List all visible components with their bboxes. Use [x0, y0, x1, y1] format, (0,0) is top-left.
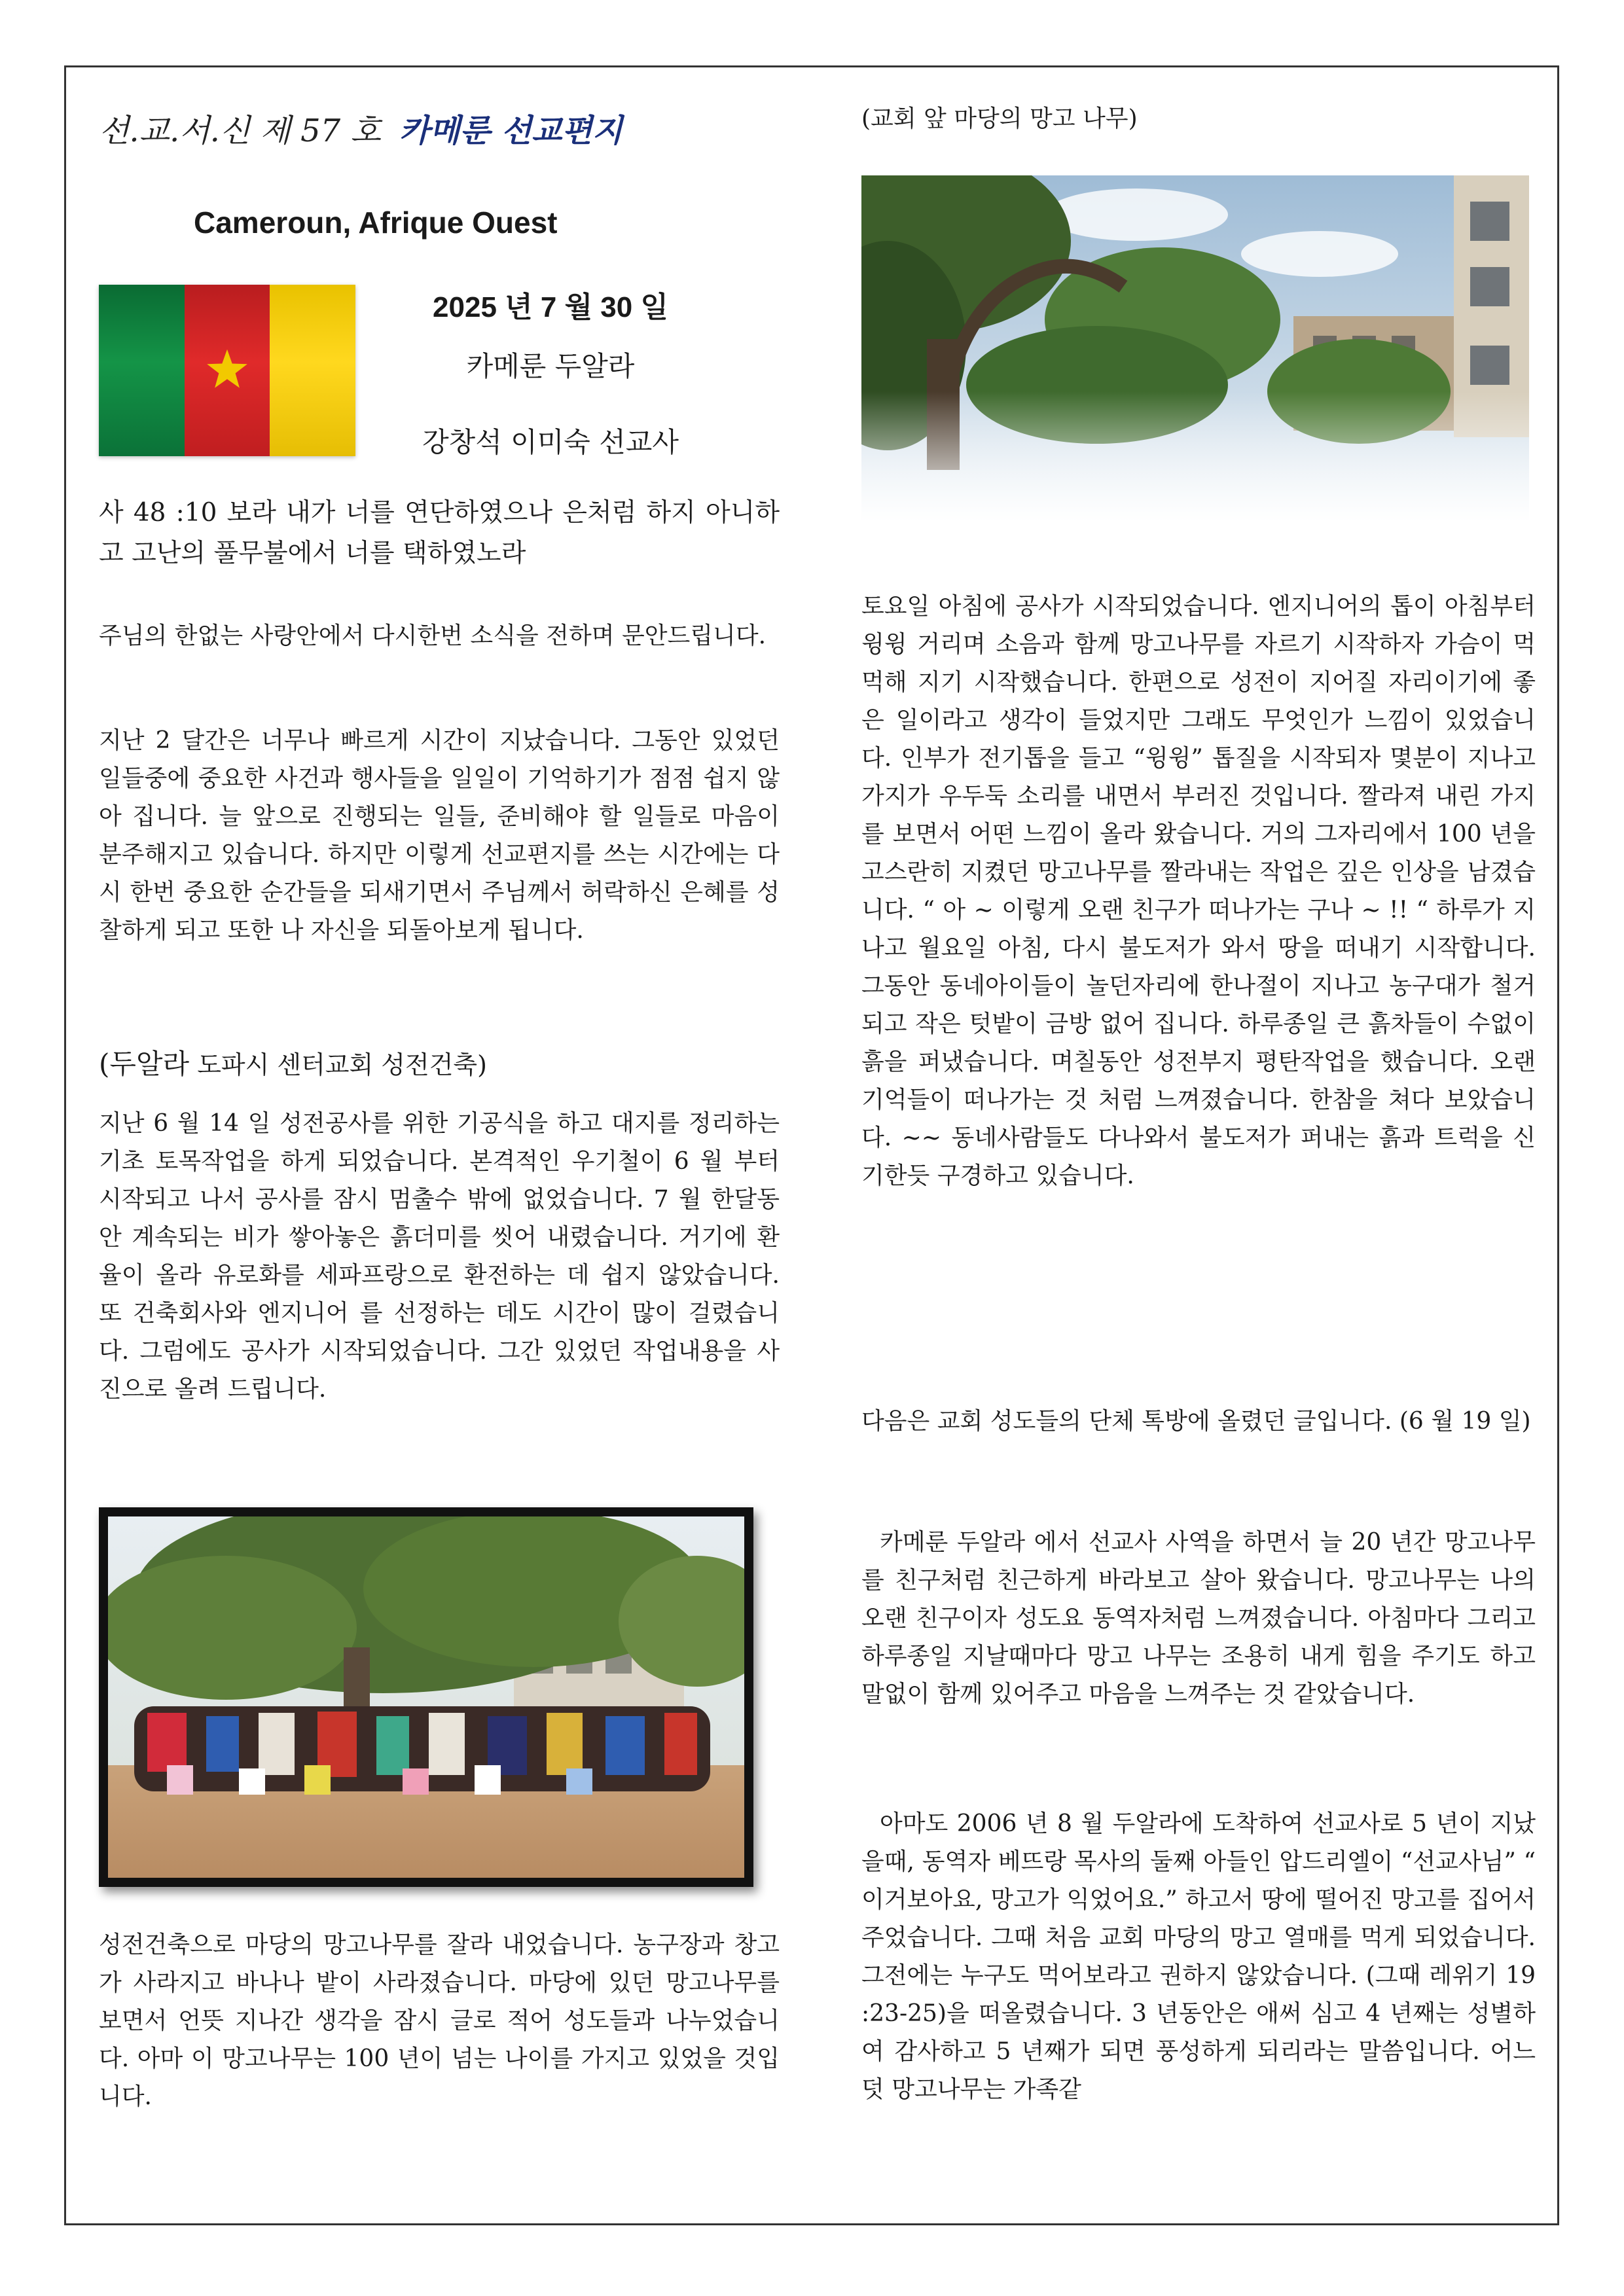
cameroon-flag — [99, 285, 355, 456]
letter-date: 2025 년 7 월 30 일 — [433, 291, 668, 323]
construction-paragraph: 지난 6 월 14 일 성전공사를 위한 기공식을 하고 대지를 정리하는 기초 토목작업을 하게 되었습니다. 본격적인 우기철이 6 월 부터 시작되고 나서 공사를 잠시 멈출수 밖에 없었습니다. 7 월 한달동안 계속되는 비가 쌓아놓은 흙더미를 씻어 내렸습니다. 거기에 환율이 올라 유로화를 세파프랑으로 환전하는 데 쉽지 않았습니다. 또 건축회사와 엔지니어 를 선정하는 데도 시간이 많이 걸렸습니다. 그럼에도 공사가 시작되었습니다. 그간 있었던 작업내용을 사진으로 올려 드립니다. — [99, 1110, 780, 1403]
section-heading: (두알라 도파시 센터교회 성전건축) — [99, 1048, 487, 1080]
issue-series: 선.교.서.신 제 57 호 — [99, 113, 381, 149]
kakao-intro-paragraph: 다음은 교회 성도들의 단체 톡방에 올렸던 글입니다. (6 월 19 일) — [861, 1408, 1531, 1435]
scripture-verse: 사 48 :10 보라 내가 너를 연단하였으나 은처럼 하지 아니하고 고난의 풀무불에서 너를 택하였노라 — [99, 498, 780, 568]
star-icon — [204, 348, 250, 393]
greeting-paragraph: 주님의 한없는 사랑안에서 다시한번 소식을 전하며 문안드립니다. — [99, 622, 767, 649]
letter-header — [99, 105, 623, 151]
letter-author: 강창석 이미숙 선교사 — [422, 426, 679, 458]
mango-tree-photo — [861, 175, 1529, 522]
congregation-photo — [99, 1507, 753, 1887]
page-frame — [64, 65, 1559, 2225]
letter-city: 카메룬 두알라 — [466, 350, 635, 382]
location-subtitle: Cameroun, Afrique Ouest — [194, 206, 558, 240]
friend-paragraph: 카메룬 두알라 에서 선교사 사역을 하면서 늘 20 년간 망고나무를 친구처럼 친근하게 바라보고 살아 왔습니다. 망고나무는 나의 오랜 친구이자 성도요 동역자처럼 느껴졌습니다. 아침마다 그리고 하루종일 지날때마다 망고 나무는 조용히 내게 힘을 주기도 하고 말없이 함께 있어주고 마음을 느껴주는 것 같았습니다. — [861, 1529, 1536, 1708]
saturday-paragraph: 토요일 아침에 공사가 시작되었습니다. 엔지니어의 톱이 아침부터 윙윙 거리며 소음과 함께 망고나무를 자르기 시작하자 가슴이 먹먹해 지기 시작했습니다. 한편으로 성전이 지어질 자리이기에 좋은 일이라고 생각이 들었지만 그래도 무엇인가 느낌이 있었습니다. 인부가 전기톱을 들고 “윙윙” 톱질을 시작되자 몇분이 지나고 가지가 우두둑 소리를 내면서 부러진 것입니다. 짤라져 내린 가지를 보면서 어떤 느낌이 올라 왔습니다. 거의 그자리에서 100 년을 고스란히 지켰던 망고나무를 짤라내는 작업은 깊은 인상을 남겼습니다. “ 아 ~ 이렇게 오랜 친구가 떠나가는 구나 ~ !! “ 하루가 지나고 월요일 아침, 다시 불도저가 와서 땅을 떠내기 시작합니다. 그동안 동네아이들이 놀던자리에 한나절이 지나고 농구대가 철거되고 작은 텃밭이 금방 없어 집니다. 하루종일 큰 흙차들이 수없이 흙을 퍼냈습니다. 며칠동안 성전부지 평탄작업을 했습니다. 오랜 기억들이 떠나가는 것 처럼 느껴졌습니다. 한참을 쳐다 보았습니다. ~~ 동네사람들도 다나와서 불도저가 퍼내는 흙과 트럭을 신기한듯 구경하고 있습니다. — [861, 593, 1536, 1189]
mango-intro-paragraph: 성전건축으로 마당의 망고나무를 잘라 내었습니다. 농구장과 창고가 사라지고 바나나 밭이 사라졌습니다. 마당에 있던 망고나무를 보면서 언뜻 지나간 생각을 잠시 글로 적어 성도들과 나누었습니다. 아마 이 망고나무는 100 년이 넘는 나이를 가지고 있었을 것입니다. — [99, 1931, 780, 2110]
memory-paragraph: 아마도 2006 년 8 월 두알라에 도착하여 선교사로 5 년이 지났을때, 동역자 베뜨랑 목사의 둘째 아들인 압드리엘이 “선교사님” “ 이거보아요, 망고가 익었어요.” 하고서 땅에 떨어진 망고를 집어서 주었습니다. 그때 처음 교회 마당의 망고 열매를 먹게 되었습니다. 그전에는 누구도 먹어보라고 권하지 않았습니다. (그때 레위기 19 :23-25)을 떠올렸습니다. 3 년동안은 애써 심고 4 년째는 성별하여 감사하고 5 년째가 되면 풍성하게 되리라는 말씀입니다. 어느덧 망고나무는 가족같 — [861, 1810, 1536, 2103]
photo-caption: (교회 앞 마당의 망고 나무) — [861, 105, 1138, 132]
intro-paragraph: 지난 2 달간은 너무나 빠르게 시간이 지났습니다. 그동안 있었던 일들중에 중요한 사건과 행사들을 일일이 기억하기가 점점 쉽지 않아 집니다. 늘 앞으로 진행되는 일들, 준비해야 할 일들로 마음이 분주해지고 있습니다. 하지만 이렇게 선교편지를 쓰는 시간에는 다시 한번 중요한 순간들을 되새기면서 주님께서 허락하신 은혜를 성찰하게 되고 또한 나 자신을 되돌아보게 됩니다. — [99, 727, 780, 944]
letter-title: 카메룬 선교편지 — [399, 113, 623, 149]
